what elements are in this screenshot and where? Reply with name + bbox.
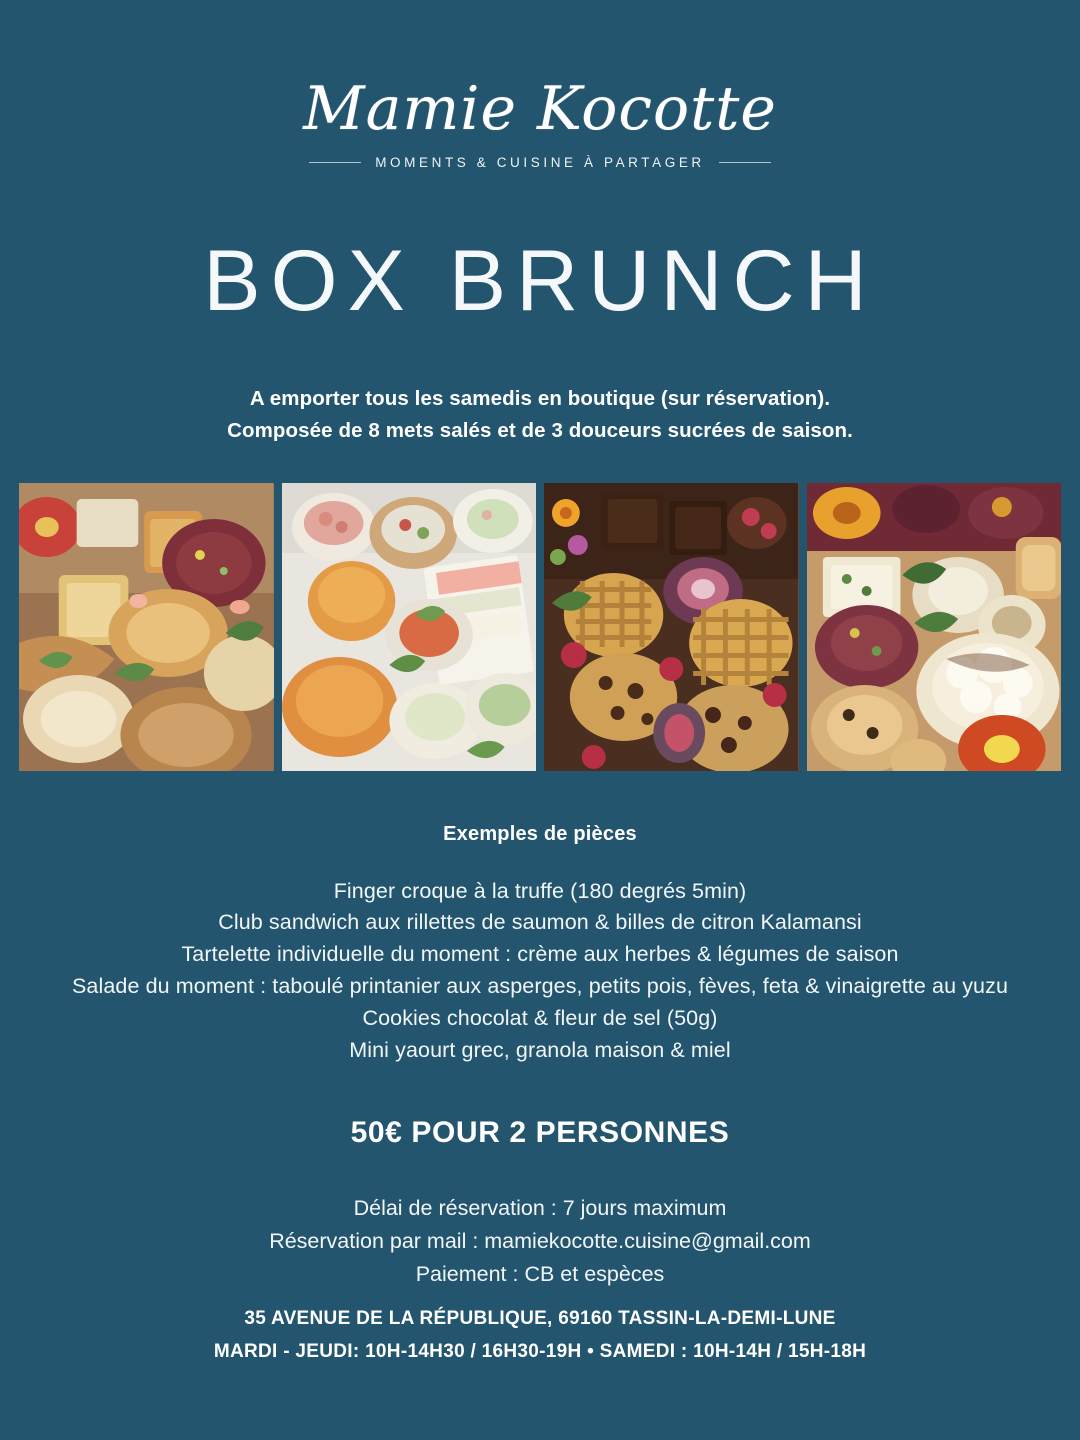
brand-tagline-row [0, 155, 1080, 170]
footer-address: 35 AVENUE DE LA RÉPUBLIQUE, 69160 TASSIN-LA-DEMI-LUNE [244, 1308, 836, 1330]
subtitle [0, 383, 1080, 447]
brand-logo [0, 0, 1080, 170]
examples-list [0, 876, 1080, 1067]
photo-verrines-sandwiches [282, 483, 537, 771]
subtitle-line-2: Composée de 8 mets salés et de 3 douceurs sucrées de saison. [227, 418, 853, 442]
list-item: Finger croque à la truffe (180 degrés 5min) [333, 878, 747, 903]
divider-left [309, 162, 361, 163]
photo-savory-platter [19, 483, 274, 771]
footer [0, 1303, 1080, 1368]
page-title: BOX BRUNCH [203, 233, 877, 329]
photo-gallery [19, 483, 1061, 771]
photo-brunch-box [807, 483, 1062, 771]
info-delay: Délai de réservation : 7 jours maximum [353, 1196, 727, 1221]
reservation-info [0, 1192, 1080, 1290]
divider-right [719, 162, 771, 163]
brand-tagline: MOMENTS & CUISINE À PARTAGER [375, 155, 705, 170]
list-item: Mini yaourt grec, granola maison & miel [349, 1037, 731, 1062]
price-label: 50€ POUR 2 PERSONNES [350, 1116, 730, 1150]
info-email: Réservation par mail : mamiekocotte.cuisine@gmail.com [269, 1229, 811, 1254]
examples-heading: Exemples de pièces [443, 822, 637, 845]
footer-hours: MARDI - JEUDI: 10H-14H30 / 16H30-19H • SAMEDI : 10H-14H / 15H-18H [213, 1340, 867, 1362]
list-item: Tartelette individuelle du moment : crème aux herbes & légumes de saison [181, 942, 899, 967]
subtitle-line-1: A emporter tous les samedis en boutique (sur réservation). [249, 387, 831, 410]
brand-name: Mamie Kocotte [303, 74, 777, 144]
list-item: Club sandwich aux rillettes de saumon & billes de citron Kalamansi [218, 910, 862, 935]
list-item: Cookies chocolat & fleur de sel (50g) [362, 1005, 718, 1030]
info-payment: Paiement : CB et espèces [415, 1261, 665, 1286]
photo-sweets-waffles [544, 483, 799, 771]
list-item: Salade du moment : taboulé printanier aux asperges, petits pois, fèves, feta & vinaigrette au yuzu [71, 973, 1009, 998]
